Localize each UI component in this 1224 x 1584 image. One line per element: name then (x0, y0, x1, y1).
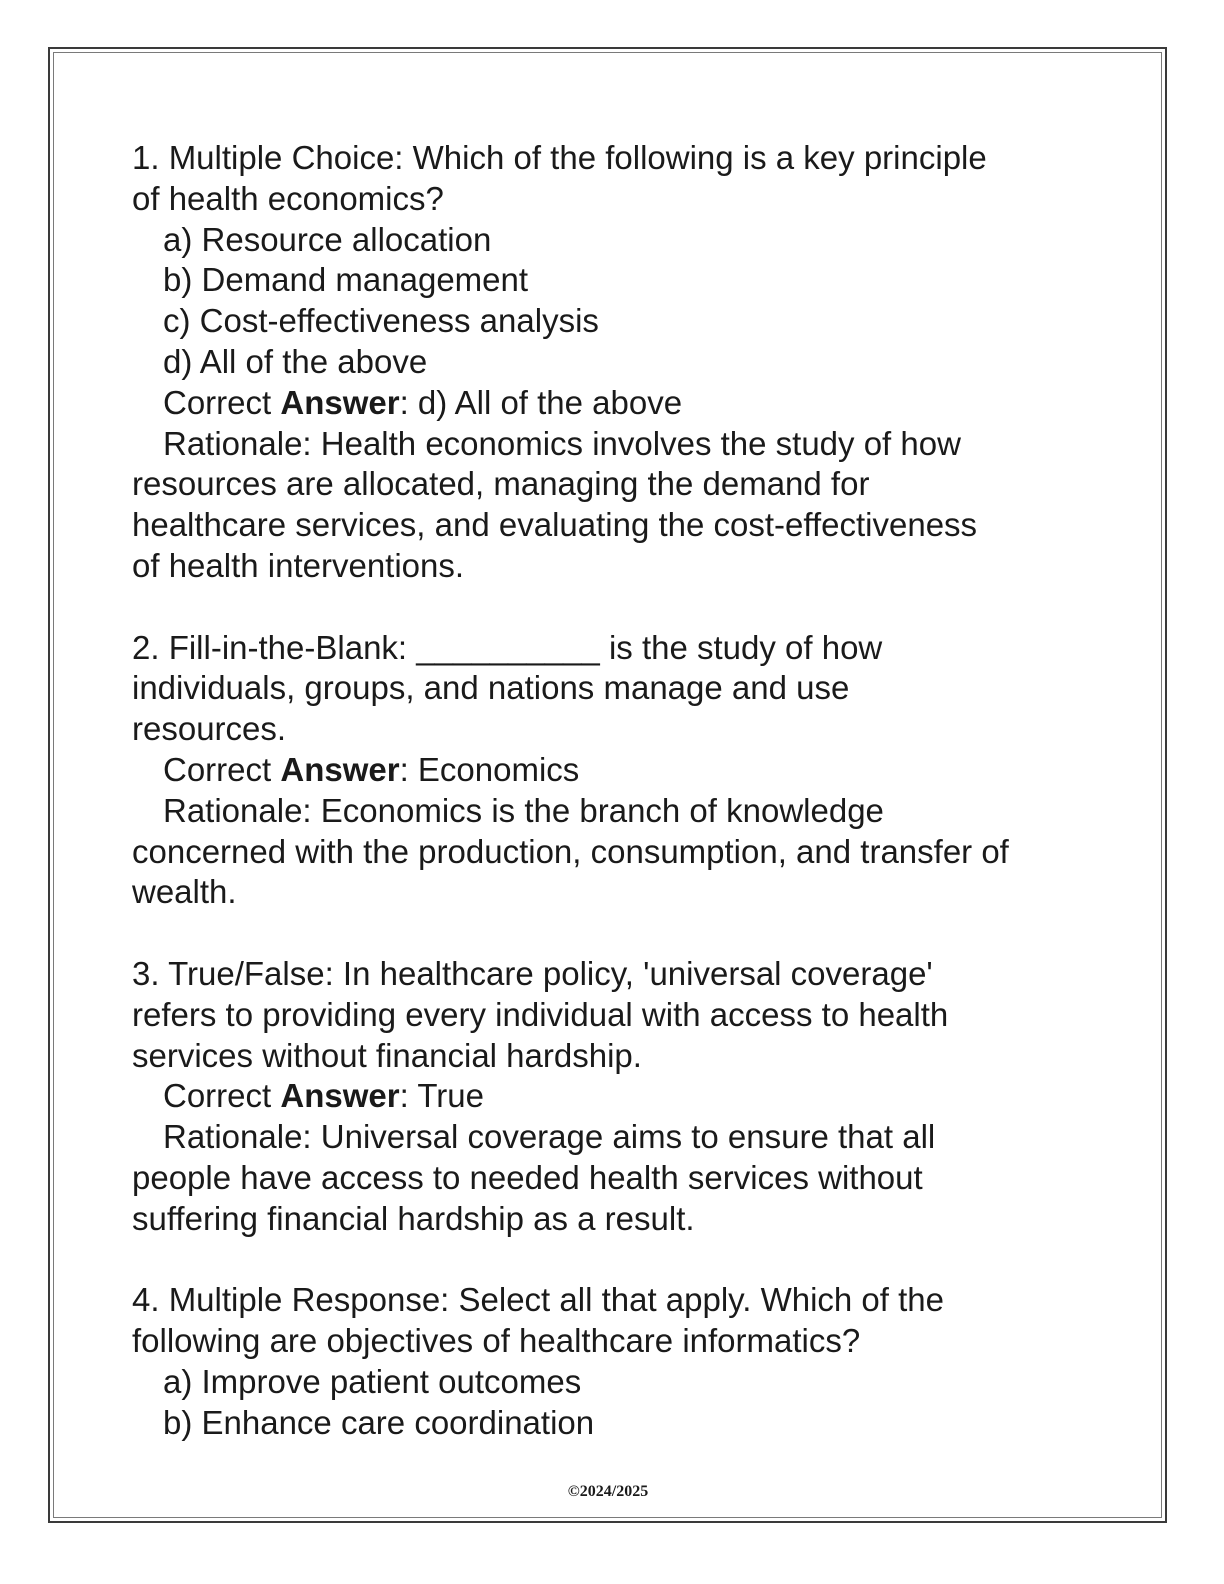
correct-answer-prefix: Correct (163, 383, 281, 421)
correct-answer-keyword: Answer (280, 750, 400, 788)
rationale-line: of health interventions. (132, 546, 465, 584)
question-1 (132, 138, 1092, 587)
correct-answer (132, 1076, 1092, 1117)
correct-answer-keyword: Answer (280, 383, 400, 421)
question-stem-line: individuals, groups, and nations manage and use (132, 669, 850, 707)
question-stem-line: following are objectives of healthcare informatics? (132, 1322, 861, 1360)
correct-answer-prefix: Correct (163, 1077, 281, 1115)
answer-option: b) Enhance care coordination (163, 1403, 595, 1441)
correct-answer (132, 383, 1092, 424)
copyright-footer: ©2024/2025 (567, 1483, 649, 1500)
question-stem-line: of health economics? (132, 179, 444, 217)
question-stem-line: 3. True/False: In healthcare policy, 'universal coverage' (132, 954, 933, 992)
rationale-line: Rationale: Universal coverage aims to ensure that all (163, 1118, 936, 1156)
question-stem-line: 4. Multiple Response: Select all that apply. Which of the (132, 1281, 944, 1319)
answer-option: a) Resource allocation (163, 220, 492, 258)
spacer (132, 587, 1092, 628)
answer-option: a) Improve patient outcomes (163, 1362, 582, 1400)
rationale-line: healthcare services, and evaluating the cost-effectiveness (132, 506, 978, 544)
question-2 (132, 628, 1092, 914)
rationale-line: Rationale: Health economics involves the study of how (163, 424, 961, 462)
document-body (132, 138, 1092, 1444)
answer-option: c) Cost-effectiveness analysis (163, 302, 599, 340)
rationale-line: Rationale: Economics is the branch of knowledge (163, 791, 884, 829)
question-3 (132, 954, 1092, 1240)
spacer (132, 913, 1092, 954)
rationale-line: wealth. (132, 873, 237, 911)
correct-answer-keyword: Answer (280, 1077, 400, 1115)
correct-answer-prefix: Correct (163, 750, 281, 788)
question-stem-line: resources. (132, 710, 287, 748)
correct-answer (132, 750, 1092, 791)
correct-answer-value: : True (399, 1077, 484, 1115)
question-stem-line: services without financial hardship. (132, 1036, 642, 1074)
rationale-line: concerned with the production, consumption, and transfer of (132, 832, 1009, 870)
correct-answer-value: : d) All of the above (399, 383, 683, 421)
rationale-line: people have access to needed health services without (132, 1158, 923, 1196)
question-stem-line: refers to providing every individual with access to health (132, 995, 949, 1033)
question-stem-line: 2. Fill-in-the-Blank: __________ is the study of how (132, 628, 883, 666)
question-stem-line: 1. Multiple Choice: Which of the following is a key principle (132, 139, 987, 176)
rationale-line: resources are allocated, managing the demand for (132, 465, 870, 503)
answer-option: b) Demand management (163, 261, 529, 299)
spacer (132, 1240, 1092, 1281)
question-4 (132, 1280, 1092, 1443)
correct-answer-value: : Economics (399, 750, 580, 788)
answer-option: d) All of the above (163, 342, 428, 380)
rationale-line: suffering financial hardship as a result. (132, 1199, 695, 1237)
